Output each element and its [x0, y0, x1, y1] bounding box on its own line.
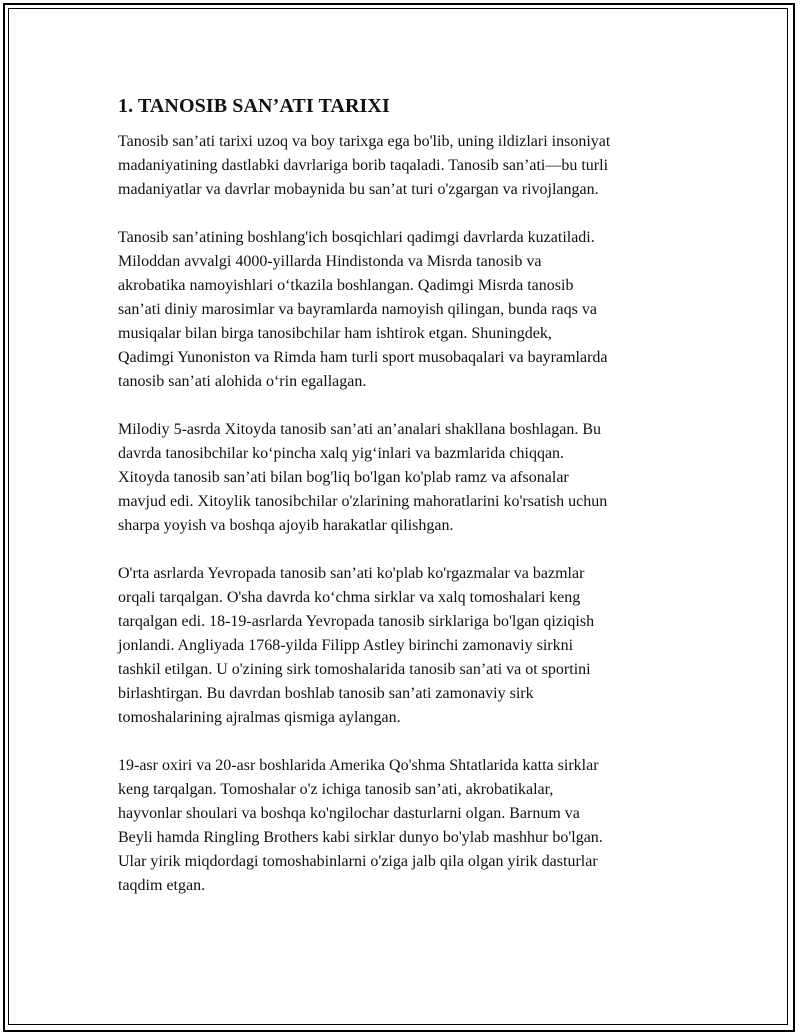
document-body	[118, 92, 718, 922]
text-line: Miloddan avvalgi 4000-yillarda Hindistonda va Misrda tanosib va	[118, 253, 542, 270]
section-title: 1. TANOSIB SAN’ATI TARIXI	[118, 95, 390, 117]
text-line: Milodiy 5-asrda Xitoyda tanosib san’ati an’analari shakllana boshlagan. Bu	[118, 421, 601, 438]
text-line: tarqalgan edi. 18-19-asrlarda Yevropada tanosib sirklariga bo'lgan qiziqish	[118, 613, 595, 630]
paragraph-5	[118, 754, 718, 898]
text-line: musiqalar bilan birga tanosibchilar ham ishtirok etgan. Shuningdek,	[118, 325, 552, 342]
paragraph-3	[118, 418, 718, 538]
text-line: mavjud edi. Xitoylik tanosibchilar o'zlarining mahoratlarini ko'rsatish uchun	[118, 493, 608, 510]
text-line: sharpa yoyish va boshqa ajoyib harakatlar qilishgan.	[118, 517, 454, 534]
text-line: tomoshalarining ajralmas qismiga aylangan.	[118, 709, 401, 726]
text-line: Beyli hamda Ringling Brothers kabi sirklar dunyo bo'ylab mashhur bo'lgan.	[118, 829, 603, 846]
text-line: tashkil etilgan. U o'zining sirk tomoshalarida tanosib san’ati va ot sportini	[118, 661, 591, 678]
text-line: Ular yirik miqdordagi tomoshabinlarni o'ziga jalb qila olgan yirik dasturlar	[118, 853, 598, 870]
paragraph-1	[118, 130, 718, 202]
text-line: Xitoyda tanosib san’ati bilan bog'liq bo'lgan ko'plab ramz va afsonalar	[118, 469, 569, 486]
text-line: Qadimgi Yunoniston va Rimda ham turli sport musobaqalari va bayramlarda	[118, 349, 608, 366]
text-line: jonlandi. Angliyada 1768-yilda Filipp Astley birinchi zamonaviy sirkni	[118, 637, 574, 654]
text-line: Tanosib san’ati tarixi uzoq va boy tarixga ega bo'lib, uning ildizlari insoniyat	[118, 133, 611, 150]
paragraph-4	[118, 562, 718, 730]
text-line: taqdim etgan.	[118, 877, 206, 894]
text-line: keng tarqalgan. Tomoshalar o'z ichiga tanosib san’ati, akrobatikalar,	[118, 781, 554, 798]
text-line: madaniyatlar va davrlar mobaynida bu san’at turi o'zgargan va rivojlangan.	[118, 181, 599, 198]
text-line: 19-asr oxiri va 20-asr boshlarida Amerika Qo'shma Shtatlarida katta sirklar	[118, 757, 599, 774]
text-line: akrobatika namoyishlari o‘tkazila boshlangan. Qadimgi Misrda tanosib	[118, 277, 574, 294]
text-line: O'rta asrlarda Yevropada tanosib san’ati ko'plab ko'rgazmalar va bazmlar	[118, 565, 585, 582]
text-line: davrda tanosibchilar ko‘pincha xalq yig‘inlari va bazmlarida chiqqan.	[118, 445, 565, 462]
text-line: san’ati diniy marosimlar va bayramlarda namoyish qilingan, bunda raqs va	[118, 301, 597, 318]
text-line: madaniyatining dastlabki davrlariga borib taqaladi. Tanosib san’ati—bu turli	[118, 157, 609, 174]
text-line: birlashtirgan. Bu davrdan boshlab tanosib san’ati zamonaviy sirk	[118, 685, 534, 702]
paragraph-2	[118, 226, 718, 394]
text-line: Tanosib san’atining boshlang'ich bosqichlari qadimgi davrlarda kuzatiladi.	[118, 229, 595, 246]
text-line: tanosib san’ati alohida o‘rin egallagan.	[118, 373, 367, 390]
text-line: hayvonlar shoulari va boshqa ko'ngilochar dasturlarni olgan. Barnum va	[118, 805, 580, 822]
text-line: orqali tarqalgan. O'sha davrda ko‘chma sirklar va xalq tomoshalari keng	[118, 589, 581, 606]
